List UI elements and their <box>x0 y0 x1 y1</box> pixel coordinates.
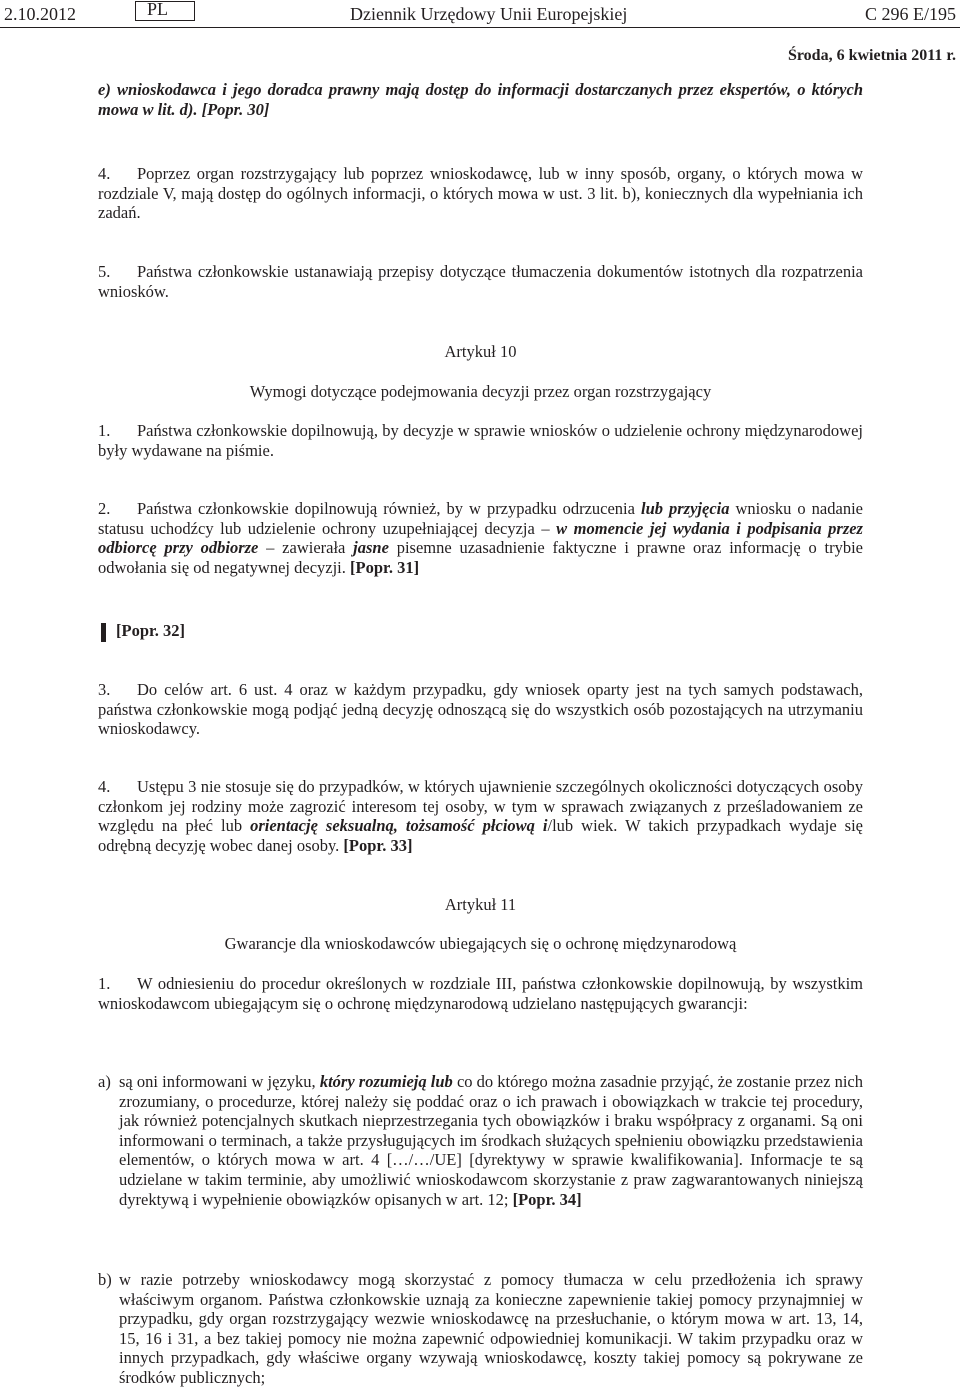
amendment-ref: [Popr. 31] <box>350 557 420 577</box>
paragraph-number: 3. <box>98 680 111 699</box>
text-span: Państwa członkowskie dopilnowują również, by w przypadku odrzucenia <box>137 499 641 518</box>
paragraph-number: 2. <box>98 499 111 518</box>
point-e <box>98 80 863 119</box>
header-rule <box>0 27 960 28</box>
article-11-title: Artykuł 11 <box>444 895 517 914</box>
article-11-subtitle: Gwarancje dla wnioskodawców ubiegających się o ochronę międzynarodową <box>224 934 737 953</box>
journal-reference: C 296 E/195 <box>864 4 956 24</box>
paragraph-number: 5. <box>98 262 111 281</box>
article-10-subtitle: Wymogi dotyczące podejmowania decyzji przez organ rozstrzygający <box>249 382 712 401</box>
amendment-ref: [Popr. 34] <box>512 1189 582 1209</box>
amended-text: jasne <box>353 538 389 558</box>
language-code: PL <box>147 0 169 19</box>
point-e-label: e) <box>98 80 111 99</box>
paragraph-number: 4. <box>98 164 111 183</box>
point-e-text: wnioskodawca i jego doradca prawny mają dostęp do informacji dostarczanych przez ekspertów, o których mowa w lit. d). [Popr. 30] <box>98 80 864 119</box>
art10-paragraph-1 <box>98 421 863 460</box>
art10-paragraph-2 <box>98 499 863 577</box>
amended-text: orientację seksualną, tożsamość płciową i <box>250 816 548 836</box>
paragraph-number: 1. <box>98 421 111 440</box>
text-span: co do którego można zasadnie przyjąć, że zostanie przez nich zrozumiany, o procedurze, której należy się poddać oraz o ich prawach i obowiązkach w trakcie tej procedury, jak również potencjalnych skutkach nieprzestrzegania tych obowiązków i braku współpracy z organami. Są oni informowani o terminach, a także przysługujących im środkach służących spełnieniu obowiązku przedstawienia elementów, o których mowa w art. 4 […/…/UE] [dyrektywy w sprawie kwalifikowania]. Informacje te są udzielane w takim terminie, aby umożliwić wnioskodawcom skorzystanie z praw zagwarantowanych niniejszą dyrektywą i wypełnienie obowiązków opisanych w art. 12; <box>119 1072 864 1209</box>
publication-date: 2.10.2012 <box>4 4 76 24</box>
journal-title: Dziennik Urzędowy Unii Europejskiej <box>350 4 628 24</box>
text-span: pisemne uzasadnienie faktyczne i prawne oraz informację o trybie odwołania się od negatywnej decyzji. <box>98 538 863 577</box>
art11-point-b <box>98 1270 863 1388</box>
text-span: wniosku o nadanie statusu uchodźcy lub udzielenie ochrony uzupełniającej decyzja – <box>98 499 863 538</box>
amended-text: który rozumieją lub <box>319 1072 453 1091</box>
paragraph-5 <box>98 262 863 301</box>
amended-text: lub przyjęcia <box>640 499 730 518</box>
sitting-date: Środa, 6 kwietnia 2011 r. <box>787 47 956 64</box>
amended-text: w momencie jej wydania i podpisania przez odbiorcę przy odbiorze <box>98 518 863 558</box>
point-label: a) <box>98 1072 111 1091</box>
paragraph-text: Poprzez organ rozstrzygający lub poprzez wnioskodawcę, lub w inny sposób, organy, o których mowa w rozdziale V, mają dostęp do ogólnych informacji, o których mowa w ust. 3 lit. b), koniecznych dla wypełniania ich zadań. <box>98 164 863 223</box>
art11-paragraph-1 <box>98 974 863 1013</box>
text-span: są oni informowani w języku, <box>119 1072 320 1091</box>
deletion-marker <box>101 623 106 642</box>
paragraph-4 <box>98 164 863 223</box>
art10-paragraph-3 <box>98 680 863 739</box>
text-span: Ustępu 3 nie stosuje się do przypadków, w których ujawnienie szczególnych okoliczności dotyczących osoby członkom jej rodziny może zagrozić interesom tej osoby, w tym w sprawach związanych z prześladowaniem ze względu na płeć lub <box>98 777 863 836</box>
paragraph-text: Do celów art. 6 ust. 4 oraz w każdym przypadku, gdy wniosek oparty jest na tych samych podstawach, państwa członkowskie mogą podjąć jedną decyzję odnoszącą się do wszystkich osób pozostających na utrzymaniu wnioskodawcy. <box>98 680 863 739</box>
paragraph-text: W odniesieniu do procedur określonych w rozdziale III, państwa członkowskie dopilnowują, by wszystkim wnioskodawcom ubiegającym się o ochronę międzynarodową udzielano następujących gwarancji: <box>98 974 863 1013</box>
paragraph-number: 1. <box>98 974 111 993</box>
amendment-ref: [Popr. 33] <box>343 835 413 855</box>
point-text: w razie potrzeby wnioskodawcy mogą skorzystać z pomocy tłumacza w celu przedłożenia ich sprawy właściwym organom. Państwa członkowskie uznają za konieczne zapewnienie takiej pomocy przynajmniej w przypadku, gdy organ rozstrzygający wezwie wnioskodawcę na przesłuchanie, o którym mowa w art. 13, 14, 15, 16 i 31, a bez takiej pomocy nie można zapewnić odpowiedniej komunikacji. W takim przypadku oraz w innych przypadkach, gdy właściwe organy wzywają wnioskodawcę, koszty takiej pomocy są pokrywane ze środków publicznych; <box>119 1270 863 1387</box>
amendment-32: [Popr. 32] <box>116 621 186 640</box>
point-label: b) <box>98 1270 112 1289</box>
article-10-title: Artykuł 10 <box>444 342 517 361</box>
art10-paragraph-4 <box>98 777 863 855</box>
text-span: /lub wiek. W takich przypadkach wydaje się odrębną decyzję wobec danej osoby. <box>98 816 863 855</box>
art11-point-a <box>98 1072 863 1209</box>
text-span: – zawierała <box>258 538 354 558</box>
paragraph-text: Państwa członkowskie dopilnowują, by decyzje w sprawie wniosków o udzielenie ochrony międzynarodowej były wydawane na piśmie. <box>98 421 863 460</box>
paragraph-text: Państwa członkowskie ustanawiają przepisy dotyczące tłumaczenia dokumentów istotnych dla rozpatrzenia wniosków. <box>98 262 863 301</box>
paragraph-number: 4. <box>98 777 111 796</box>
